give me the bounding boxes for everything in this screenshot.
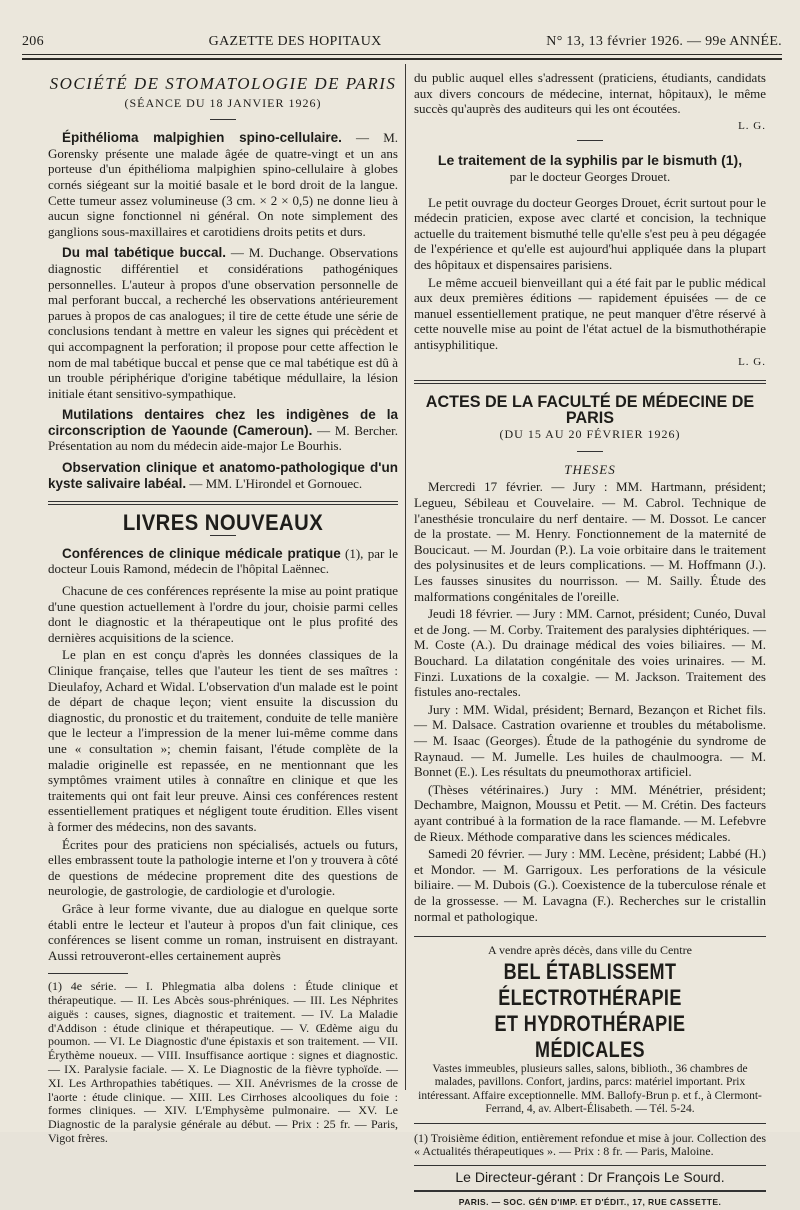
ad-intro: A vendre après décès, dans ville du Centre	[488, 943, 692, 958]
short-divider	[577, 140, 603, 141]
footnote-text: (1) 4e série. — I. Phlegmatia alba dolens : Étude clinique et thérapeutique. — II. Les Abcès sous-phréniques. — III. Les Néphrites aiguës : causes, signes, diagnostic et traitement. — IV. La Maladie d'Addison : étude clinique et thérapeutique. — V. Œdème aigu du poumon. — VI. Le Diagnostic d'une épistaxis et son traitement. — VII. Érythème noueux. — VIII. Insuffisance aortique : signes et diagnostic. — IX. Paralysie faciale. — X. Le Diagnostic de la fièvre typhoïde. — XI. Les Arthropathies tabétiques. — XII. Anévrismes de la crosse de l'aorte : étude clinique. — XIII. Les Cirrhoses alcooliques du foie : formes cliniques. — XIV. L'Emphysème pulmonaire. — XV. Le Diagnostic de la paralysie générale au début. — Prix : 25 fr. — Paris, Vigot frères.	[48, 979, 398, 1146]
column-divider	[405, 64, 406, 1090]
theses-mercredi: Mercredi 17 février. — Jury : MM. Hartmann, président; Legueu, Sébileau et Couvelaire. — M. Cabrol. Technique de l'anesthésie tronculaire du nerf dentaire. — M. Dossot. Le cancer de la prostate. — M. Henry. Fonctionnement de la maternité de Boucicaut. — M. Jourdan (P.). La voie orbitaire dans le traitement des polysinusites et de leurs complications. — M. Hoffmann (J.). Les fausses sinusites du nourrisson. — M. Sailly. Étude des malformations congénitales de l'oreille.	[414, 479, 766, 604]
article-epithelioma	[48, 130, 398, 239]
ad-body: Vastes immeubles, plusieurs salles, salons, biblioth., 36 chambres de malades, pavillons. Confort, jardins, parcs: matériel important. Prix intéressant. Affaire exceptionnelle. MM. Ballofy-Brun p. et f., à Clermont-Ferrand, 4, av. Albert-Élisabeth. — Tél. 5-24.	[418, 1062, 762, 1116]
actes-dates: (DU 15 AU 20 FÉVRIER 1926)	[499, 427, 681, 442]
theses-jeudi: Jeudi 18 février. — Jury : MM. Carnot, président; Cunéo, Duval et de Jong. — M. Corby. Traitement des paralysies diphtériques. — M. Coste (A.). Du drainage médical des voies biliaires. — M. Bouchard. La dilatation congénitale des voies urinaires. — M. Finzi. Luxations de la coxalgie. — M. Jackson. Traitement des fistules ano-rectales.	[414, 606, 766, 700]
seance-date: (SÉANCE DU 18 JANVIER 1926)	[124, 95, 322, 110]
ad-title-line2: ET HYDROTHÉRAPIE MÉDICALES	[494, 1010, 686, 1062]
right-column	[414, 70, 766, 1210]
paragraph: Grâce à leur forme vivante, due au dialogue en quelque sorte établi entre le lecteur et l'auteur à propos d'un fait clinique, ces conférences se lisent comme un roman, instruisent en distrayant. Aussi retrouveront-elles certainement auprès	[48, 900, 398, 963]
article-title: Du mal tabétique buccal.	[62, 245, 227, 261]
syphilis-footnote: (1) Troisième édition, entièrement refondue et mise à jour. Collection des « Actualités thérapeutiques ». — Prix : 8 fr. — Paris, Maloine.	[414, 1130, 766, 1159]
continued-text: du public auquel elles s'adressent (praticiens, étudiants, candidats aux divers concours de médecine, internat, hôpitaux), le même succès qu'auprès des auditeurs qui les ont écoutées.	[414, 70, 766, 117]
header-rule-thick	[22, 58, 782, 60]
article-title: Mutilations dentaires chez les indigènes de la circonscription de Yaounde (Cameroun).	[48, 407, 398, 438]
directeur-gerant: Le Directeur-gérant : Dr François Le Sourd.	[414, 1165, 766, 1186]
article-title: Observation clinique et anatomo-pathologique d'un kyste salivaire labéal.	[48, 460, 398, 491]
paragraph: Chacune de ces conférences représente la mise au point pratique d'une question actuellement à l'ordre du jour, choisie parmi celles dont le diagnostic et la thérapeutique ont le plus profité des dernières acquisitions de la science.	[48, 583, 398, 645]
advertisement	[414, 936, 766, 1124]
section-title-livres: LIVRES NOUVEAUX	[122, 510, 324, 536]
section-rule	[48, 501, 398, 505]
article-text: — M. Bercher. Présentation au nom du médecin aide-major Le Bourhis.	[48, 422, 398, 454]
society-title: SOCIÉTÉ DE STOMATOLOGIE DE PARIS	[49, 74, 397, 93]
book-title: Conférences de clinique médicale pratique	[62, 545, 341, 561]
signature: L. G.	[738, 355, 766, 368]
printer-imprint: PARIS. — SOC. GÉN D'IMP. ET D'ÉDIT., 17, RUE CASSETTE.	[414, 1190, 766, 1210]
paragraph: Le même accueil bienveillant qui a été fait par le public médical aux deux premières éditions — rapidement épuisées — de ce manuel essentiellement pratique, ne peut manquer d'être réservé à cette nouvelle mise au point de l'état actuel de la bismuthothérapie antisyphilitique.	[414, 274, 766, 352]
theses-jury-widal: Jury : MM. Widal, président; Bernard, Bezançon et Richet fils. — M. Dalsace. Castration ovarienne et troubles du métabolisme. — M. Isaac (Georges). Étude de la pathogénie du syndrome de Raynaud. — M. Jumelle. Les huiles de chaulmoogra. — M. Bonnet (E.). Les résultats du pneumothorax artificiel.	[414, 701, 766, 780]
book-conferences	[48, 546, 398, 577]
book-title-syphilis: Le traitement de la syphilis par le bismuth (1),	[437, 152, 743, 169]
article-title: Épithélioma malpighien spino-cellulaire.	[62, 130, 342, 146]
journal-title: GAZETTE DES HOPITAUX	[208, 34, 382, 49]
page-number: 206	[22, 34, 44, 49]
paragraph: Le plan en est conçu d'après les données classiques de la Clinique française, telles que l'auteur les tient de ses maîtres : Dieulafoy, Achard et Widal. L'observation d'un malade est le point de départ de chaque leçon; vient ensuite la discussion du diagnostic, du pronostic et du traitement, conduite de telle manière que le lecteur a l'impression de la mener lui-même comme dans une « consultation »; chemin faisant, l'étude complète de la maladie originelle est repassée, en ne mentionnant que les symptômes vraiment utiles à connaître en clinique et que les traitements qui ont fait leur preuve. Ainsi ces conférences restent essentiellement pratiques et négligent toute érudition. Elles visent à former des médecins, non des savants.	[48, 647, 398, 834]
header-rule	[22, 54, 782, 55]
book-author: (1), par le docteur Louis Ramond, médecin de l'hôpital Laënnec.	[48, 545, 398, 577]
section-title-actes: ACTES DE LA FACULTÉ DE MÉDECINE DE PARIS	[425, 392, 755, 427]
theses-veterinaires: (Thèses vétérinaires.) Jury : MM. Ménétrier, président; Dechambre, Maignon, Moussu et Petit. — M. Crétin. Des facteurs ayant contribué à la formation de la race flamande. — M. Lefebvre de Rieux. Méthode comparative dans les sciences médicales.	[414, 781, 766, 844]
theses-heading: THESES	[564, 461, 616, 477]
running-header	[22, 30, 782, 50]
paragraph: Écrites pour des praticiens non spécialisés, actuels ou futurs, elles embrassent toute la pathologie interne et l'on y trouvera à côté de questions de médecine proprement dite des questions de neurologie, de gastrologie, de cardiologie et d'urologie.	[48, 836, 398, 899]
short-divider	[577, 451, 603, 452]
footnote-rule	[48, 973, 128, 974]
section-rule	[414, 380, 766, 384]
ad-title-line1: BEL ÉTABLISSEMT ÉLECTROTHÉRAPIE	[498, 958, 682, 1010]
article-text: — MM. L'Hirondel et Gornouec.	[186, 475, 363, 491]
paragraph: Le petit ouvrage du docteur Georges Drouet, écrit surtout pour le médecin praticien, expose avec clarté et concision, la technique actuelle du traitement bismuthé telle qu'elle s'est peu à peu dégagée de l'expérience et qu'elle est aujourd'hui appliquée dans la plupart des hôpitaux et dispensaires parisiens.	[414, 194, 767, 272]
article-kyste	[48, 460, 398, 491]
article-text: — M. Duchange. Observations diagnostic différentiel et considérations pathogéniques personnelles. L'auteur à propos d'une observation personnelle de mal perforant buccal, a recherché les observations antérieurement parues à propos de cas analogues; il tire de cette étude une série de conclusions tendant à mettre en valeur les signes qui précèdent et qui accompagnent la perforation; il propose pour cette affection le nom de mal tabétique buccal et pense que ce mal tabétique est dû à un trouble périphérique d'origine tabétique médullaire, la lésion initiale étant sensitivo-sympathique.	[48, 245, 398, 401]
book-author-syphilis: par le docteur Georges Drouet.	[509, 168, 671, 184]
theses-samedi: Samedi 20 février. — Jury : MM. Lecène, président; Labbé (H.) et Mondor. — M. Garrigoux. Les perforations de la vésicule biliaire. — M. Dubois (G.). Coexistence de la tuberculose rénale et de la grossesse. — M. Lavagna (F.). Recherches sur le cristallin normal et pathologique.	[414, 846, 766, 924]
article-mutilations	[48, 407, 398, 454]
footnote	[48, 973, 398, 1146]
short-divider	[210, 119, 236, 120]
signature: L. G.	[738, 119, 766, 132]
left-column	[48, 70, 398, 1146]
issue-info: N° 13, 13 février 1926. — 99e ANNÉE.	[546, 34, 782, 49]
article-mal-tabetique	[48, 245, 398, 401]
article-text: — M. Gorensky présente une malade âgée de quatre-vingt et un ans porteuse d'un épithélioma malpighien spino-cellulaire à globes cornés siégeant sur la moitié basale et le bord droit de la langue. Cette tumeur assez volumineuse (3 cm. × 2 × 0,5) ne donne lieu à aucun signe fonctionnel ni général. On note simplement des ganglions sous-maxillaires et carotidiens droits petits et durs.	[48, 130, 398, 239]
